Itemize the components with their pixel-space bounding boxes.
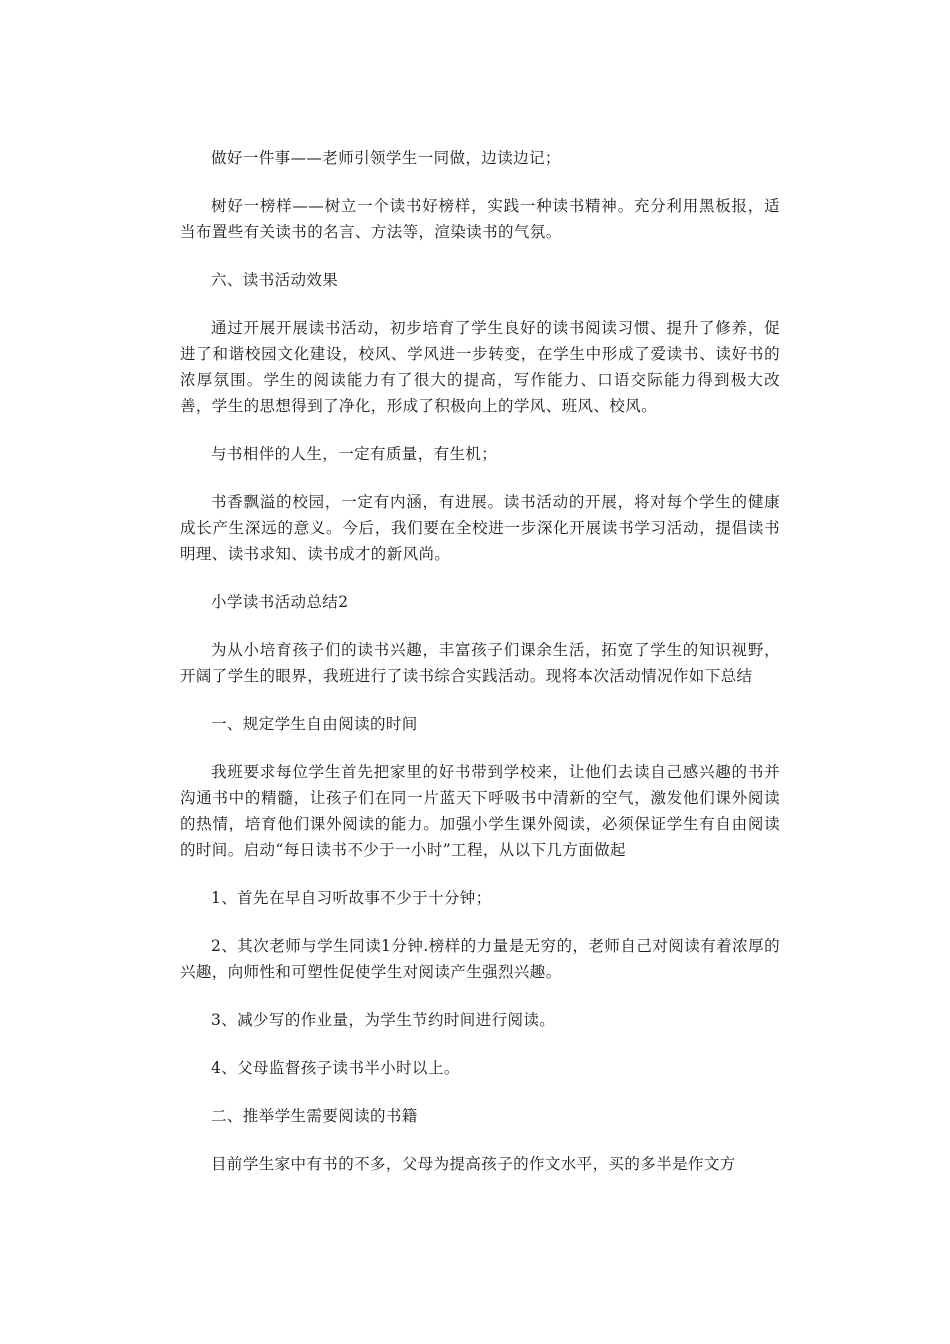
section-heading: 一、规定学生自由阅读的时间 bbox=[211, 715, 418, 733]
paragraph: 为从小培育孩子们的读书兴趣，丰富孩子们课余生活，拓宽了学生的知识视野，开阔了学生的眼界，我班进行了读书综合实践活动。现将本次活动情况作如下总结 bbox=[180, 641, 780, 685]
list-item: 2、其次老师与学生同读1分钟.榜样的力量是无穷的，老师自己对阅读有着浓厚的兴趣，向师性和可塑性促使学生对阅读产生强烈兴趣。 bbox=[180, 937, 780, 981]
paragraph: 通过开展开展读书活动，初步培育了学生良好的读书阅读习惯、提升了修养，促进了和谐校园文化建设，校风、学风进一步转变，在学生中形成了爱读书、读好书的浓厚氛围。学生的阅读能力有了很大的提高，写作能力、口语交际能力得到极大改善，学生的思想得到了净化，形成了积极向上的学风、班风、校风。 bbox=[180, 319, 780, 415]
paragraph: 与书相伴的人生，一定有质量，有生机； bbox=[211, 445, 498, 463]
paragraph: 目前学生家中有书的不多，父母为提高孩子的作文水平，买的多半是作文方 bbox=[211, 1155, 736, 1173]
document-subtitle: 小学读书活动总结2 bbox=[211, 593, 349, 611]
paragraph: 树好一榜样——树立一个读书好榜样，实践一种读书精神。充分利用黑板报，适当布置些有关读书的名言、方法等，渲染读书的气氛。 bbox=[180, 197, 780, 241]
list-item: 1、首先在早自习听故事不少于十分钟； bbox=[211, 889, 492, 907]
document-body bbox=[180, 145, 780, 1199]
list-item: 3、减少写的作业量，为学生节约时间进行阅读。 bbox=[211, 1011, 556, 1029]
section-heading: 二、推举学生需要阅读的书籍 bbox=[211, 1107, 418, 1125]
list-item: 4、父母监督孩子读书半小时以上。 bbox=[211, 1059, 460, 1077]
section-heading: 六、读书活动效果 bbox=[211, 271, 339, 289]
paragraph: 我班要求每位学生首先把家里的好书带到学校来，让他们去读自己感兴趣的书并沟通书中的精髓，让孩子们在同一片蓝天下呼吸书中清新的空气，激发他们课外阅读的热情，培育他们课外阅读的能力。加强小学生课外阅读，必须保证学生有自由阅读的时间。启动“每日读书不少于一小时”工程，从以下几方面做起 bbox=[180, 763, 780, 859]
paragraph: 做好一件事——老师引领学生一同做，边读边记； bbox=[211, 149, 561, 167]
paragraph: 书香飘溢的校园，一定有内涵，有进展。读书活动的开展，将对每个学生的健康成长产生深远的意义。今后，我们要在全校进一步深化开展读书学习活动，提倡读书明理、读书求知、读书成才的新风尚。 bbox=[180, 493, 780, 563]
